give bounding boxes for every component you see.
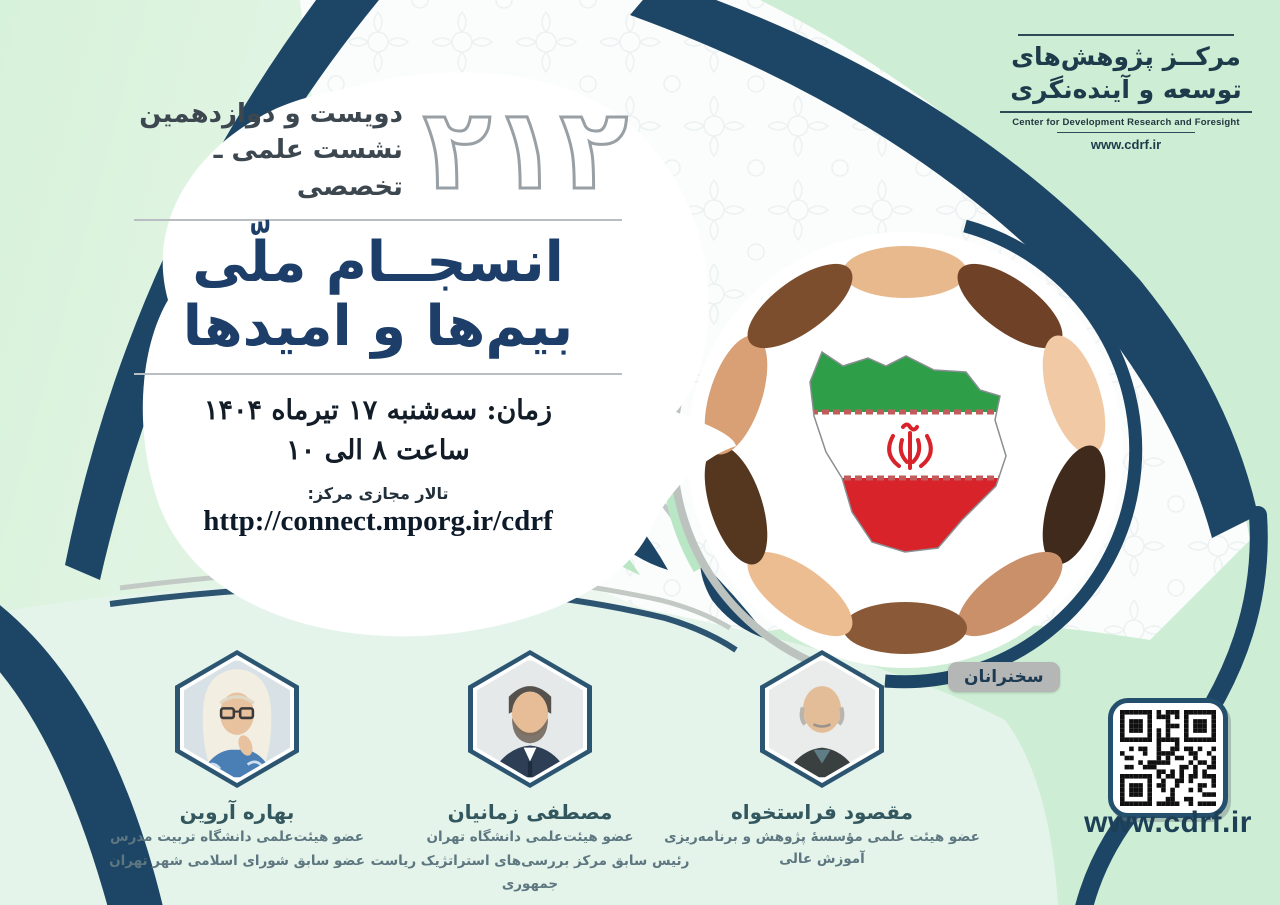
- qr-code-box: [1108, 698, 1228, 818]
- speaker-card-farasatkhah: [652, 650, 992, 871]
- man-suit-portrait: [477, 659, 583, 779]
- speaker-name: بهاره آروین: [179, 800, 295, 824]
- divider-bottom: [134, 373, 622, 375]
- brand-title-line2: توسعه و آینده‌نگری: [1010, 74, 1242, 104]
- speaker-photo-farasatkhah: [769, 659, 875, 779]
- speaker-role: عضو هیئت‌علمی دانشگاه تربیت مدرس: [109, 829, 365, 845]
- speaker-card-arvin: [77, 650, 397, 873]
- brand-logo: [1000, 34, 1252, 152]
- speaker-photo-frame: [760, 650, 884, 788]
- divider-top: [134, 219, 622, 221]
- speaker-role: عضو هیئت علمی مؤسسهٔ پژوهش و برنامه‌ریزی آموزش عالی: [664, 829, 980, 868]
- speaker-card-zamanian: [370, 650, 690, 895]
- session-row: [128, 85, 628, 216]
- event-title-line2: بیم‌ها و امیدها: [182, 294, 574, 359]
- event-info-panel: [128, 85, 628, 538]
- speaker-role: رئیس سابق مرکز بررسی‌های استراتژیک ریاست جمهوری: [370, 853, 690, 892]
- venue-url: http://connect.mporg.ir/cdrf: [203, 504, 553, 537]
- brand-title-line1: مرکــز پژوهش‌های: [1011, 42, 1241, 71]
- qr-code-svg: [1120, 710, 1216, 806]
- logo-rule-short: [1057, 132, 1196, 133]
- speaker-photo-frame: [175, 650, 299, 788]
- event-title-line1: انسجــام ملّی: [192, 230, 564, 296]
- website-caption: www.cdrf.ir: [1084, 806, 1252, 839]
- speaker-photo-arvin: [184, 659, 290, 779]
- session-number: ۲۱۲: [422, 85, 628, 216]
- speakers-badge: سخنرانان: [948, 662, 1060, 692]
- event-title: [128, 231, 628, 359]
- speaker-name: مصطفی زمانیان: [447, 800, 613, 824]
- venue-label: تالار مجازی مرکز:: [307, 483, 449, 503]
- speaker-photo-frame: [468, 650, 592, 788]
- brand-website: www.cdrf.ir: [1090, 137, 1162, 152]
- speaker-role: عضو سابق شورای اسلامی شهر تهران: [109, 853, 365, 870]
- speaker-photo-zamanian: [477, 659, 583, 779]
- speaker-name: مقصود فراستخواه: [730, 800, 914, 824]
- logo-rule-mid: [1000, 111, 1252, 113]
- session-ordinal-line1: دویست و دوازدهمین: [139, 99, 403, 129]
- bald-man-portrait: [769, 659, 875, 779]
- schedule-date: زمان: سه‌شنبه ۱۷ تیرماه ۱۴۰۴: [203, 394, 553, 426]
- brand-subtitle-en: Center for Development Research and Foresight: [1012, 117, 1240, 128]
- session-ordinal: [128, 96, 403, 205]
- speaker-role: عضو هیئت‌علمی دانشگاه تهران: [426, 829, 634, 845]
- logo-rule-top: [1018, 34, 1235, 36]
- schedule-time: ساعت ۸ الی ۱۰: [286, 435, 470, 467]
- session-ordinal-line2: نشست علمی ـ تخصصی: [213, 135, 403, 202]
- schedule-block: [128, 391, 628, 472]
- woman-hijab-portrait: [184, 659, 290, 779]
